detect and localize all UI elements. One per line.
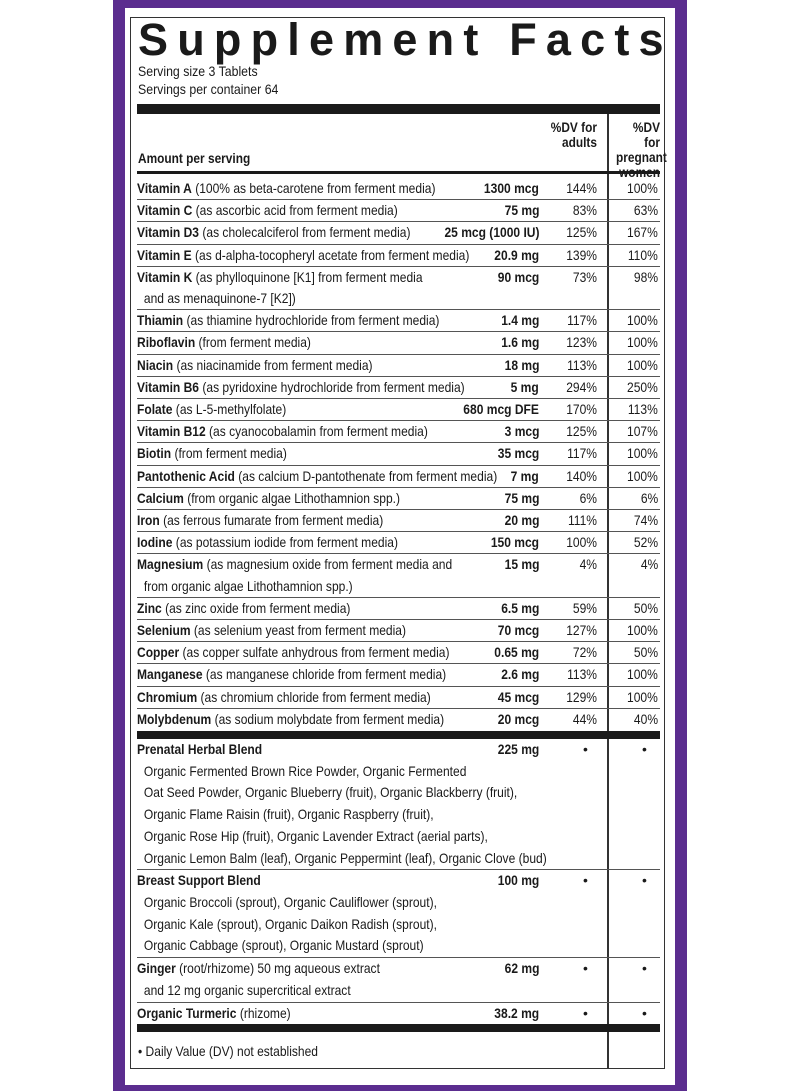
panel-title: Supplement Facts — [138, 14, 673, 65]
nutrient-name: Iron — [137, 512, 160, 529]
nutrient-row — [137, 377, 660, 399]
nutrient-amount: 25 mcg (1000 IU) — [443, 224, 539, 241]
nutrient-amount: 6.5 mg — [500, 599, 539, 616]
nutrient-text — [137, 488, 533, 509]
dv-adults: 6% — [579, 489, 597, 506]
blend-name: Organic Turmeric — [137, 1004, 237, 1021]
nutrient-source: (as cholecalciferol from ferment media) — [199, 224, 411, 241]
dv-pregnant: 100% — [627, 622, 658, 639]
nutrient-text — [137, 709, 533, 730]
nutrient-text — [137, 598, 533, 619]
dv-pregnant: 250% — [627, 378, 658, 395]
nutrient-name: Vitamin K — [137, 268, 193, 285]
thick-divider — [137, 104, 660, 114]
blend-name: Ginger — [137, 960, 176, 977]
dv-adults: 117% — [567, 312, 597, 329]
nutrient-name: Manganese — [137, 666, 203, 683]
dv-adults: • — [583, 872, 588, 889]
nutrient-text — [137, 687, 533, 708]
nutrient-source: (as sodium molybdate from ferment media) — [211, 710, 445, 727]
nutrient-name: Copper — [137, 644, 180, 661]
nutrient-amount: 2.6 mg — [500, 666, 539, 683]
nutrient-source-continued: from organic algae Lithothamnion spp.) — [143, 577, 353, 594]
nutrient-amount: 20 mg — [504, 512, 539, 529]
nutrient-source: (as magnesium oxide from ferment media and — [203, 556, 453, 573]
nutrient-row — [137, 532, 660, 554]
dv-pregnant: 100% — [627, 467, 658, 484]
nutrient-source: (as calcium D-pantothenate from ferment media) — [234, 467, 498, 484]
dv-pregnant: 167% — [627, 224, 658, 241]
dv-adults: 139% — [566, 246, 597, 263]
dv-pregnant: 40% — [633, 710, 658, 727]
dv-pregnant: 100% — [627, 334, 658, 351]
blend-text — [137, 958, 533, 980]
dv-pregnant: 52% — [633, 534, 658, 551]
dv-adults: 144% — [566, 180, 597, 196]
dv-adults: 113% — [567, 356, 597, 373]
blend-row — [137, 739, 660, 870]
dv-pregnant: 50% — [633, 644, 658, 661]
nutrient-amount: 20.9 mg — [494, 246, 539, 263]
nutrient-amount: 70 mcg — [497, 622, 539, 639]
nutrient-row — [137, 267, 660, 310]
nutrient-name: Iodine — [137, 534, 173, 551]
nutrient-name: Molybdenum — [137, 710, 212, 727]
nutrient-table — [137, 178, 660, 1032]
blend-ingredients: Organic Flame Raisin (fruit), Organic Raspberry (fruit), — [143, 806, 434, 823]
dv-adults: 83% — [572, 202, 597, 219]
dv-adults: 140% — [566, 467, 597, 484]
blend-ingredients: Organic Kale (sprout), Organic Daikon Radish (sprout), — [143, 915, 437, 932]
nutrient-name: Thiamin — [137, 312, 184, 329]
blend-ingredients: Organic Cabbage (sprout), Organic Mustard (sprout) — [143, 937, 424, 954]
header-divider — [137, 171, 660, 174]
nutrient-amount: 20 mcg — [497, 710, 539, 727]
nutrient-row — [137, 355, 660, 377]
nutrient-amount: 45 mcg — [497, 688, 539, 705]
nutrient-row — [137, 620, 660, 642]
nutrient-text — [137, 245, 533, 266]
nutrient-name: Riboflavin — [137, 334, 196, 351]
blend-ingredients: Organic Fermented Brown Rice Powder, Organic Fermented — [143, 762, 467, 779]
nutrient-amount: 90 mcg — [497, 268, 539, 285]
nutrient-name: Niacin — [137, 356, 174, 373]
nutrient-source: (as manganese chloride from ferment media) — [202, 666, 447, 683]
nutrient-row — [137, 178, 660, 200]
nutrient-source: (as niacinamide from ferment media) — [173, 356, 373, 373]
dv-adults: 127% — [566, 622, 597, 639]
dv-pregnant-header: %DV for pregnant — [616, 120, 667, 165]
dv-pregnant: 74% — [633, 512, 658, 529]
dv-pregnant: 100% — [627, 688, 658, 705]
thick-divider — [137, 1024, 660, 1032]
nutrient-source: (as ascorbic acid from ferment media) — [192, 202, 398, 219]
dv-adults: • — [583, 1004, 588, 1021]
dv-adults: 100% — [566, 534, 597, 551]
blend-text — [137, 739, 533, 761]
dv-adults: • — [583, 741, 588, 758]
nutrient-source: (as phylloquinone [K1] from ferment media — [192, 268, 423, 285]
nutrient-text — [137, 178, 533, 199]
footnote: • Daily Value (DV) not established — [138, 1043, 318, 1059]
nutrient-row — [137, 421, 660, 443]
nutrient-row — [137, 687, 660, 709]
dv-pregnant: 63% — [633, 202, 658, 219]
blend-source: (rhizome) — [236, 1004, 291, 1021]
nutrient-source: (as d-alpha-tocopheryl acetate from ferment media) — [191, 246, 470, 263]
nutrient-row — [137, 642, 660, 664]
dv-pregnant: 100% — [627, 180, 658, 196]
dv-pregnant: 98% — [633, 268, 658, 285]
dv-pregnant: • — [642, 741, 647, 758]
dv-adults: 113% — [567, 666, 597, 683]
nutrient-text — [137, 355, 533, 376]
nutrient-amount: 5 mg — [510, 378, 539, 395]
blend-amount: 38.2 mg — [494, 1004, 539, 1021]
nutrient-name: Selenium — [137, 622, 191, 639]
nutrient-source: (as copper sulfate anhydrous from ferment media) — [179, 644, 450, 661]
nutrient-amount: 150 mcg — [490, 534, 539, 551]
nutrient-amount: 35 mcg — [497, 445, 539, 462]
nutrient-text — [137, 267, 533, 288]
dv-pregnant: 100% — [627, 356, 658, 373]
nutrient-name: Vitamin C — [137, 202, 193, 219]
dv-adults: 125% — [566, 224, 597, 241]
nutrient-row — [137, 399, 660, 421]
serving-size: Serving size 3 Tablets — [138, 63, 258, 79]
nutrient-source: (as pyridoxine hydrochloride from ferment media) — [199, 378, 465, 395]
nutrient-source: (as zinc oxide from ferment media) — [161, 599, 351, 616]
dv-adults: 73% — [572, 268, 597, 285]
nutrient-row — [137, 245, 660, 267]
nutrient-amount: 1.6 mg — [500, 334, 539, 351]
nutrient-source: (as potassium iodide from ferment media) — [172, 534, 398, 551]
nutrient-source: (from ferment media) — [195, 334, 311, 351]
dv-adults: 123% — [566, 334, 597, 351]
nutrient-amount: 18 mg — [504, 356, 539, 373]
dv-pregnant: • — [642, 1004, 647, 1021]
dv-pregnant: • — [642, 960, 647, 977]
nutrient-text — [137, 620, 533, 641]
blend-source: (root/rhizome) 50 mg aqueous extract — [175, 960, 380, 977]
nutrient-row — [137, 200, 660, 222]
nutrient-source: (as chromium chloride from ferment media) — [197, 688, 431, 705]
nutrient-source: (as thiamine hydrochloride from ferment media) — [183, 312, 440, 329]
dv-adults: 59% — [572, 599, 597, 616]
blend-amount: 225 mg — [497, 741, 539, 758]
dv-pregnant: 100% — [627, 666, 658, 683]
nutrient-text — [137, 510, 533, 531]
dv-pregnant: 6% — [640, 489, 658, 506]
nutrient-source: (as selenium yeast from ferment media) — [190, 622, 406, 639]
nutrient-text — [137, 532, 533, 553]
nutrient-source: (from organic algae Lithothamnion spp.) — [183, 489, 401, 506]
blend-text — [137, 870, 533, 892]
nutrient-amount: 3 mcg — [504, 423, 539, 440]
dv-adults: 72% — [572, 644, 597, 661]
blend-text — [137, 1003, 533, 1025]
blend-row — [137, 870, 660, 958]
blend-amount: 62 mg — [504, 960, 539, 977]
nutrient-source: (as ferrous fumarate from ferment media) — [159, 512, 384, 529]
nutrient-row — [137, 664, 660, 686]
nutrient-source: (100% as beta-carotene from ferment media) — [191, 180, 436, 196]
nutrient-name: Biotin — [137, 445, 172, 462]
nutrient-name: Vitamin B12 — [137, 423, 206, 440]
nutrient-name: Vitamin E — [137, 246, 192, 263]
nutrient-row — [137, 443, 660, 465]
blend-ingredients: Organic Broccoli (sprout), Organic Cauliflower (sprout), — [143, 894, 437, 910]
nutrient-row — [137, 554, 660, 597]
nutrient-text — [137, 377, 533, 398]
nutrient-text — [137, 466, 533, 487]
nutrient-amount: 7 mg — [510, 467, 539, 484]
nutrient-text — [137, 421, 533, 442]
dv-adults: 44% — [572, 710, 597, 727]
nutrient-amount: 1300 mcg — [484, 180, 539, 196]
dv-adults: 129% — [566, 688, 597, 705]
nutrient-name: Vitamin A — [137, 180, 192, 196]
nutrient-row — [137, 332, 660, 354]
dv-adults: 170% — [566, 401, 597, 418]
nutrient-amount: 75 mg — [504, 202, 539, 219]
nutrient-amount: 75 mg — [504, 489, 539, 506]
dv-adults: 117% — [567, 445, 597, 462]
blend-name: Prenatal Herbal Blend — [137, 741, 263, 758]
nutrient-source: (from ferment media) — [171, 445, 287, 462]
dv-pregnant: 100% — [627, 445, 658, 462]
dv-adults: 111% — [567, 512, 597, 529]
dv-pregnant: 113% — [628, 401, 658, 418]
nutrient-source: (as L-5-methylfolate) — [172, 401, 287, 418]
nutrient-text — [137, 642, 533, 663]
nutrient-text — [137, 664, 533, 685]
nutrient-source: (as cyanocobalamin from ferment media) — [205, 423, 428, 440]
dv-pregnant: 110% — [628, 246, 658, 263]
nutrient-row — [137, 488, 660, 510]
nutrient-amount: 0.65 mg — [494, 644, 539, 661]
nutrient-row — [137, 310, 660, 332]
thick-divider — [137, 731, 660, 739]
blend-ingredients: Organic Lemon Balm (leaf), Organic Peppermint (leaf), Organic Clove (bud) — [143, 849, 547, 866]
amount-per-serving-header: Amount per serving — [138, 151, 251, 166]
nutrient-amount: 680 mcg DFE — [463, 401, 539, 418]
dv-adults: 125% — [566, 423, 597, 440]
dv-adults: • — [583, 960, 588, 977]
nutrient-name: Chromium — [137, 688, 198, 705]
blend-row — [137, 958, 660, 1002]
nutrient-text — [137, 310, 533, 331]
nutrient-row — [137, 222, 660, 244]
dv-adults: 4% — [579, 556, 597, 573]
nutrient-row — [137, 709, 660, 730]
nutrient-name: Calcium — [137, 489, 184, 506]
blend-ingredients: Oat Seed Powder, Organic Blueberry (fruit), Organic Blackberry (fruit), — [143, 784, 518, 801]
nutrient-name: Vitamin B6 — [137, 378, 200, 395]
nutrient-source-continued: and as menaquinone-7 [K2]) — [143, 290, 296, 307]
nutrient-amount: 1.4 mg — [500, 312, 539, 329]
dv-adults: 294% — [566, 378, 597, 395]
nutrient-text — [137, 554, 533, 575]
blend-ingredients: and 12 mg organic supercritical extract — [143, 981, 351, 998]
blend-amount: 100 mg — [497, 872, 539, 889]
dv-pregnant: • — [642, 872, 647, 889]
dv-pregnant: 50% — [633, 599, 658, 616]
nutrient-name: Vitamin D3 — [137, 224, 200, 241]
nutrient-name: Pantothenic Acid — [137, 467, 235, 484]
nutrient-name: Magnesium — [137, 556, 204, 573]
nutrient-text — [137, 332, 533, 353]
dv-pregnant: 4% — [640, 556, 658, 573]
blend-row — [137, 1003, 660, 1025]
nutrient-row — [137, 466, 660, 488]
nutrient-text — [137, 443, 533, 464]
blend-ingredients: Organic Rose Hip (fruit), Organic Lavender Extract (aerial parts), — [143, 827, 488, 844]
nutrient-name: Folate — [137, 401, 173, 418]
nutrient-row — [137, 510, 660, 532]
nutrient-row — [137, 598, 660, 620]
servings-per-container: Servings per container 64 — [138, 81, 279, 97]
blend-name: Breast Support Blend — [137, 872, 261, 889]
dv-pregnant: 100% — [627, 312, 658, 329]
nutrient-amount: 15 mg — [504, 556, 539, 573]
dv-pregnant: 107% — [627, 423, 658, 440]
nutrient-text — [137, 200, 533, 221]
nutrient-name: Zinc — [137, 599, 162, 616]
dv-adults-header: %DV for adults — [550, 120, 597, 150]
